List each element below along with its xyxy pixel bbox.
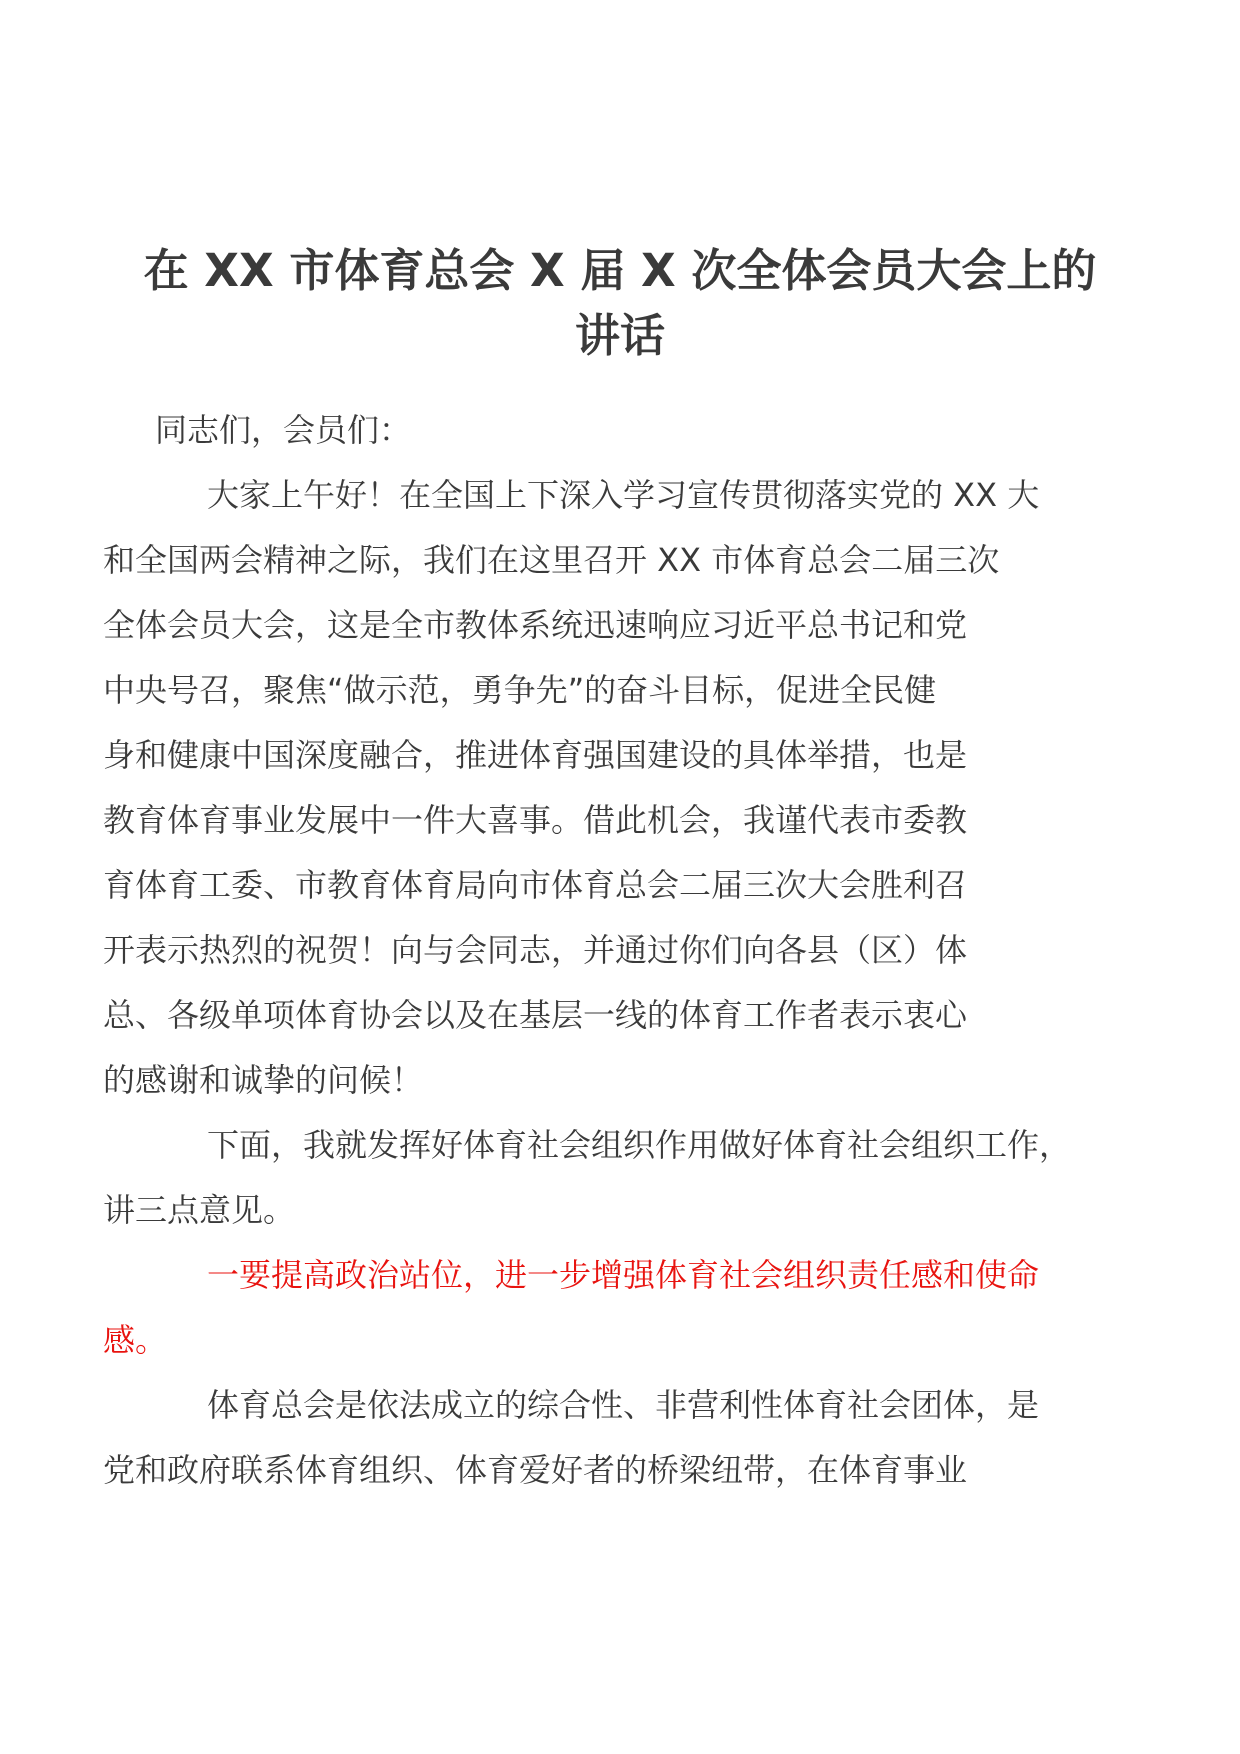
paragraph-line: 的感谢和诚挚的问候！ <box>103 1061 424 1099</box>
paragraph-section-1 <box>103 1373 1105 1503</box>
paragraph-line: 大家上午好！在全国上下深入学习宣传贯彻落实党的 XX 大 <box>207 476 1040 514</box>
paragraph-line: 育体育工委、市教育体育局向市体育总会二届三次大会胜利召 <box>103 866 968 904</box>
paragraph-line: 总、各级单项体育协会以及在基层一线的体育工作者表示衷心 <box>103 996 968 1034</box>
title-line-1: 在 XX 市体育总会 X 届 X 次全体会员大会上的 <box>143 244 1097 297</box>
paragraph-line: 下面，我就发挥好体育社会组织作用做好体育社会组织工作， <box>207 1126 1072 1164</box>
heading-line: 感。 <box>103 1321 168 1359</box>
document-title <box>140 238 1100 368</box>
heading-line: 一要提高政治站位，进一步增强体育社会组织责任感和使命 <box>207 1256 1040 1294</box>
section-heading-1 <box>103 1243 1105 1373</box>
salutation: 同志们，会员们： <box>155 411 412 449</box>
paragraph-line: 身和健康中国深度融合，推进体育强国建设的具体举措，也是 <box>103 736 968 774</box>
paragraph-line: 中央号召，聚焦“做示范，勇争先”的奋斗目标，促进全民健 <box>103 671 937 709</box>
document-body <box>103 398 1105 1503</box>
paragraph-line: 党和政府联系体育组织、体育爱好者的桥梁纽带，在体育事业 <box>103 1451 968 1489</box>
title-line-2: 讲话 <box>574 309 665 362</box>
paragraph-line: 开表示热烈的祝贺！向与会同志，并通过你们向各县（区）体 <box>103 931 968 969</box>
paragraph-line: 教育体育事业发展中一件大喜事。借此机会，我谨代表市委教 <box>103 801 968 839</box>
paragraph-line: 讲三点意见。 <box>103 1191 296 1229</box>
paragraph-line: 全体会员大会，这是全市教体系统迅速响应习近平总书记和党 <box>103 606 968 644</box>
paragraph-outline <box>103 1113 1105 1243</box>
paragraph-line: 和全国两会精神之际，我们在这里召开 XX 市体育总会二届三次 <box>103 541 1000 579</box>
paragraph-opening <box>103 463 1105 1113</box>
paragraph-line: 体育总会是依法成立的综合性、非营利性体育社会团体，是 <box>207 1386 1040 1424</box>
